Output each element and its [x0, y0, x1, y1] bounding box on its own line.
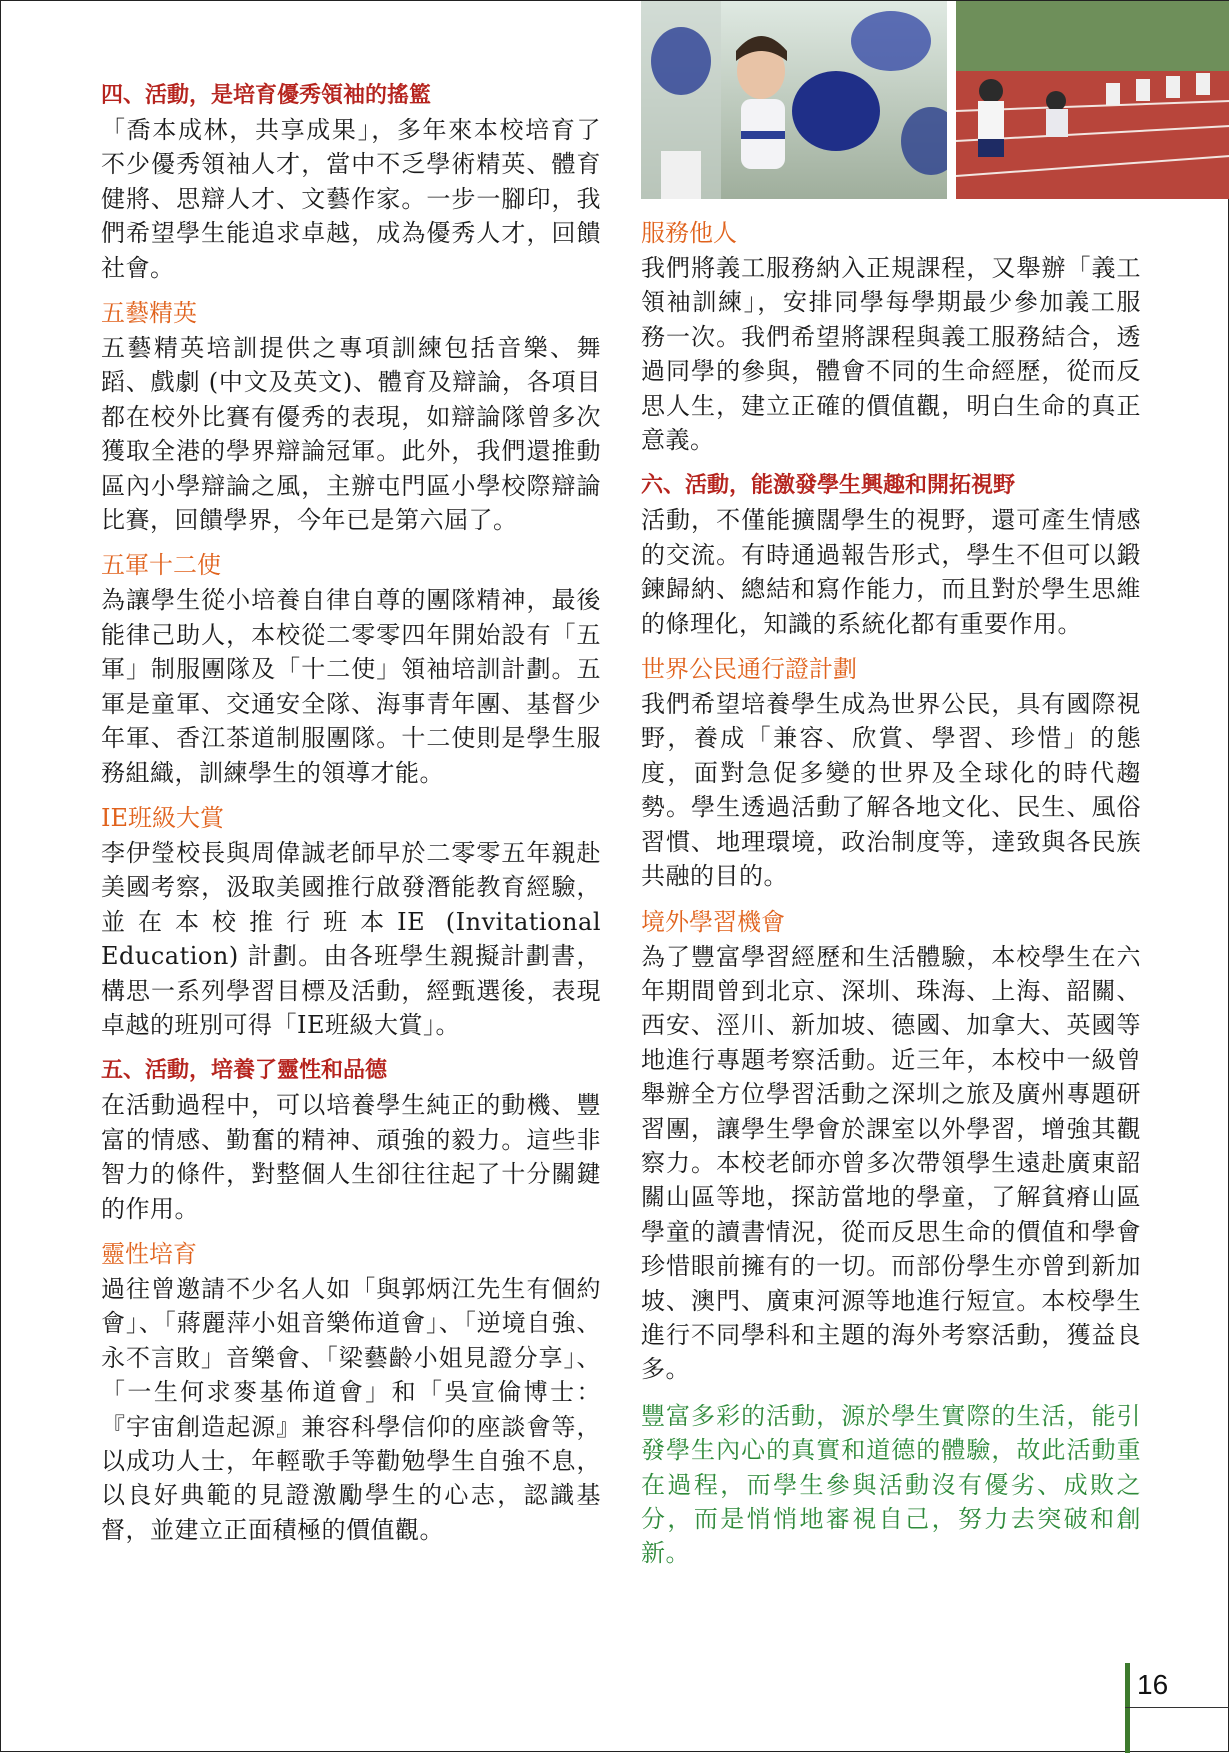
- right_column-section: [641, 469, 1141, 641]
- running-race-photo: [956, 1, 1229, 199]
- section-heading: 六、活動，能激發學生興趣和開拓視野: [641, 472, 1016, 499]
- section-heading: 靈性培育: [101, 1239, 197, 1268]
- section-heading: 四、活動，是培育優秀領袖的搖籃: [101, 82, 432, 108]
- left_column-section: [101, 1054, 601, 1226]
- section-body: 李伊瑩校長與周偉誠老師早於二零零五年親赴美國考察，汲取美國推行啟發潛能教育經驗，並在本校推行班本IE (Invitational Education) 計劃。由各班學生親擬計劃書，構思一系列學習目標及活動，經甄選後，表現卓越的班別可得「IE班級大賞」。: [101, 838, 601, 1039]
- section-heading: 服務他人: [641, 219, 737, 247]
- left_column-section: [101, 802, 601, 1042]
- cheerleader-photo: [641, 1, 947, 199]
- closing-paragraph: 豐富多彩的活動，源於學生實際的生活，能引發學生內心的真實和道德的體驗，故此活動重在過程，而學生參與活動沒有優劣、成敗之分，而是悄悄地審視自己，努力去突破和創新。: [641, 1401, 1141, 1568]
- section-heading: 世界公民通行證計劃: [641, 655, 857, 684]
- section-body: 我們將義工服務納入正規課程，又舉辦「義工領袖訓練」，安排同學每學期最少參加義工服務一次。我們希望將課程與義工服務結合，透過同學的參與，體會不同的生命經歷，從而反思人生，建立正確的價值觀，明白生命的真正意義。: [641, 254, 1141, 455]
- section-body: 「喬本成林，共享成果」，多年來本校培育了不少優秀領袖人才，當中不乏學術精英、體育健將、思辯人才、文藝作家。一步一腳印，我們希望學生能追求卓越，成為優秀人才，回饋社會。: [101, 116, 601, 282]
- section-body: 活動，不僅能擴闊學生的視野，還可產生情感的交流。有時通過報告形式，學生不但可以鍛鍊歸納、總結和寫作能力，而且對於學生思維的條理化，知識的系統化都有重要作用。: [641, 506, 1141, 638]
- section-body: 我們希望培養學生成為世界公民，具有國際視野，養成「兼容、欣賞、學習、珍惜」的態度，面對急促多變的世界及全球化的時代趨勢。學生透過活動了解各地文化、民生、風俗習慣、地理環境，政治制度等，達致與各民族共融的目的。: [641, 690, 1141, 891]
- right_column-section: [641, 653, 1141, 893]
- section-heading: 五軍十二使: [101, 551, 221, 580]
- section-heading: 五藝精英: [101, 299, 197, 328]
- left-column: [101, 79, 601, 1559]
- section-heading: IE班級大賞: [101, 803, 224, 832]
- section-body: 在活動過程中，可以培養學生純正的動機、豐富的情感、勤奮的精神、頑強的毅力。這些非智力的條件，對整個人生卻往往起了十分關鍵的作用。: [101, 1091, 601, 1223]
- section-heading: 境外學習機會: [641, 907, 785, 936]
- right_column-section: [641, 217, 1141, 457]
- left_column-section: [101, 79, 601, 285]
- right-column: [641, 217, 1141, 1583]
- section-body: 五藝精英培訓提供之專項訓練包括音樂、舞蹈、戲劇 (中文及英文)、體育及辯論，各項目都在校外比賽有優秀的表現，如辯論隊曾多次獲取全港的學界辯論冠軍。此外，我們還推動區內小學辯論之風，主辦屯門區小學校際辯論比賽，回饋學界，今年已是第六屆了。: [101, 334, 601, 535]
- page-number-rule: [1125, 1707, 1229, 1708]
- page-number-bar: [1125, 1663, 1130, 1753]
- left_column-section: [101, 297, 601, 537]
- section-heading: 五、活動，培養了靈性和品德: [101, 1057, 388, 1084]
- page-number: 16: [1137, 1669, 1169, 1700]
- section-body: 為了豐富學習經歷和生活體驗，本校學生在六年期間曾到北京、深圳、珠海、上海、韶關、西安、涇川、新加坡、德國、加拿大、英國等地進行專題考察活動。近三年，本校中一級曾舉辦全方位學習活動之深圳之旅及廣州專題研習團，讓學生學會於課室以外學習，增強其觀察力。本校老師亦曾多次帶領學生遠赴廣東韶關山區等地，探訪當地的學童，了解貧瘠山區學童的讀書情況，從而反思生命的價值和學會珍惜眼前擁有的一切。而部份學生亦曾到新加坡、澳門、廣東河源等地進行短宣。本校學生進行不同學科和主題的海外考察活動，獲益良多。: [641, 942, 1141, 1384]
- left_column-section: [101, 549, 601, 789]
- section-body: 過往曾邀請不少名人如「與郭炳江先生有個約會」、「蔣麗萍小姐音樂佈道會」、「逆境自強、永不言敗」音樂會、「梁藝齡小姐見證分享」、「一生何求麥基佈道會」和「吳宣倫博士：『宇宙創造起源』兼容科學信仰的座談會等，以成功人士，年輕歌手等勸勉學生自強不息，以良好典範的見證激勵學生的心志，認識基督，並建立正面積極的價值觀。: [101, 1274, 601, 1544]
- section-body: 為讓學生從小培養自律自尊的團隊精神，最後能律己助人，本校從二零零四年開始設有「五軍」制服團隊及「十二使」領袖培訓計劃。五軍是童軍、交通安全隊、海事青年團、基督少年軍、香江茶道制服團隊。十二使則是學生服務組織，訓練學生的領導才能。: [101, 586, 601, 787]
- right_column-section: [641, 906, 1141, 1387]
- left_column-section: [101, 1238, 601, 1547]
